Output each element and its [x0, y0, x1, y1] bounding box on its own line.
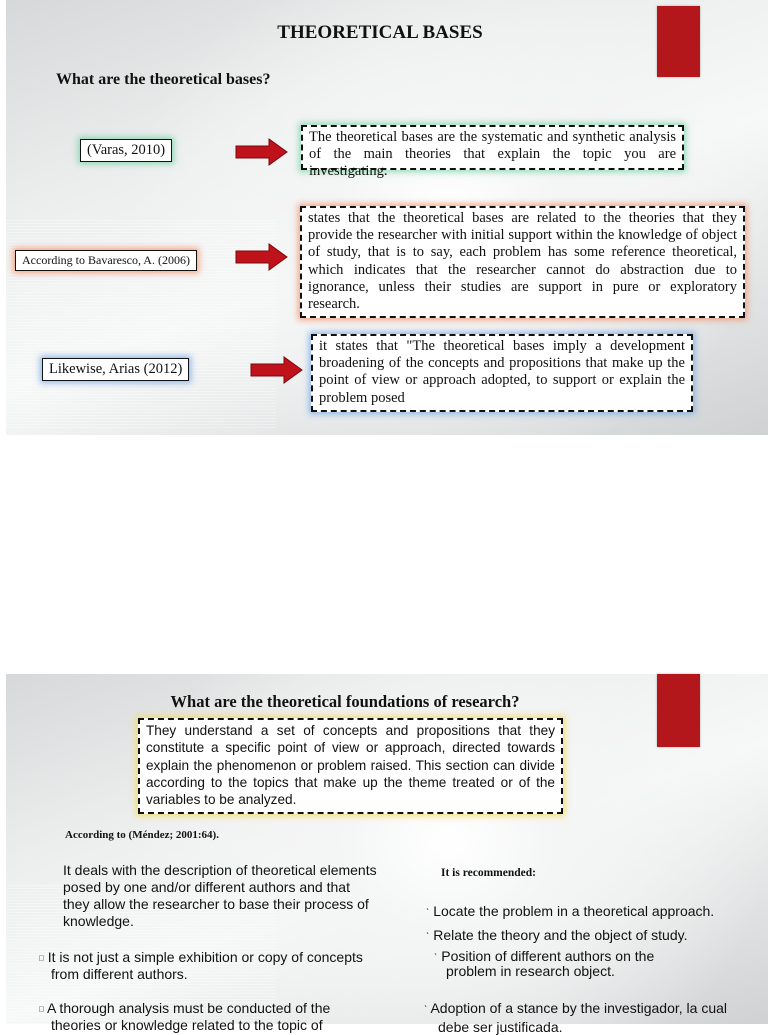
list-item: ˋ Adoption of a stance by the investigador, la cual debe ser justificada.: [424, 1000, 727, 1035]
list-item: ˋ Relate the theory and the object of study.: [426, 927, 688, 943]
slide-theoretical-bases: [6, 0, 768, 435]
citation-label-varas: (Varas, 2010): [80, 139, 172, 162]
right-arrow-icon: [250, 356, 304, 384]
square-bullet-icon: □: [39, 1004, 44, 1014]
according-citation: According to (Méndez; 2001:64).: [65, 829, 219, 841]
definition-box-varas: The theoretical bases are the systematic and synthetic analysis of the main theories that explain the topic you are investigating.: [301, 125, 684, 170]
question-heading: What are the theoretical bases?: [56, 71, 271, 88]
right-arrow-icon: [235, 243, 289, 271]
slide-theoretical-foundations: [6, 674, 768, 1035]
tick-bullet-icon: ˋ: [426, 908, 430, 919]
slide-title: What are the theoretical foundations of research?: [170, 692, 520, 711]
list-item: ˋ Position of different authors on the problem in research object.: [434, 948, 655, 979]
list-item: □ It is not just a simple exhibition or copy of concepts from different authors.: [39, 949, 363, 983]
square-bullet-icon: □: [39, 953, 44, 963]
definition-box-bavaresco: states that the theoretical bases are related to the theories that they provide the researcher with initial support within the knowledge of object of study, that is to say, each problem has some reference theoretical, which indicates that the researcher cannot do abstraction due to ignorance, unless their studies are support in pure or exploratory research.: [300, 206, 745, 318]
citation-label-arias: Likewise, Arias (2012): [42, 358, 189, 381]
definition-box: They understand a set of concepts and propositions that they constitute a specific point of view or approach, directed towards explain the phenomenon or problem raised. This section can divide according to the topics that make up the theme treated or of the variables to be analyzed.: [138, 718, 563, 814]
list-item: ˋ Locate the problem in a theoretical approach.: [426, 903, 715, 919]
recommended-heading: It is recommended:: [441, 867, 536, 879]
description-text: It deals with the description of theoretical elements posed by one and/or different authors and that they allow the researcher to base their process of knowledge.: [63, 862, 377, 929]
slide-title: THEORETICAL BASES: [277, 22, 483, 43]
list-item: □ A thorough analysis must be conducted of the theories or knowledge related to the topic of: [39, 1000, 331, 1034]
definition-box-arias: it states that "The theoretical bases imply a development broadening of the concepts and propositions that make up the point of view or approach adopted, to support or explain the problem posed: [311, 334, 693, 412]
citation-label-bavaresco: According to Bavaresco, A. (2006): [15, 250, 197, 271]
tick-bullet-icon: ˋ: [434, 953, 438, 964]
right-arrow-icon: [235, 138, 289, 166]
tick-bullet-icon: ˋ: [426, 932, 430, 943]
tick-bullet-icon: ˋ: [424, 1005, 428, 1016]
